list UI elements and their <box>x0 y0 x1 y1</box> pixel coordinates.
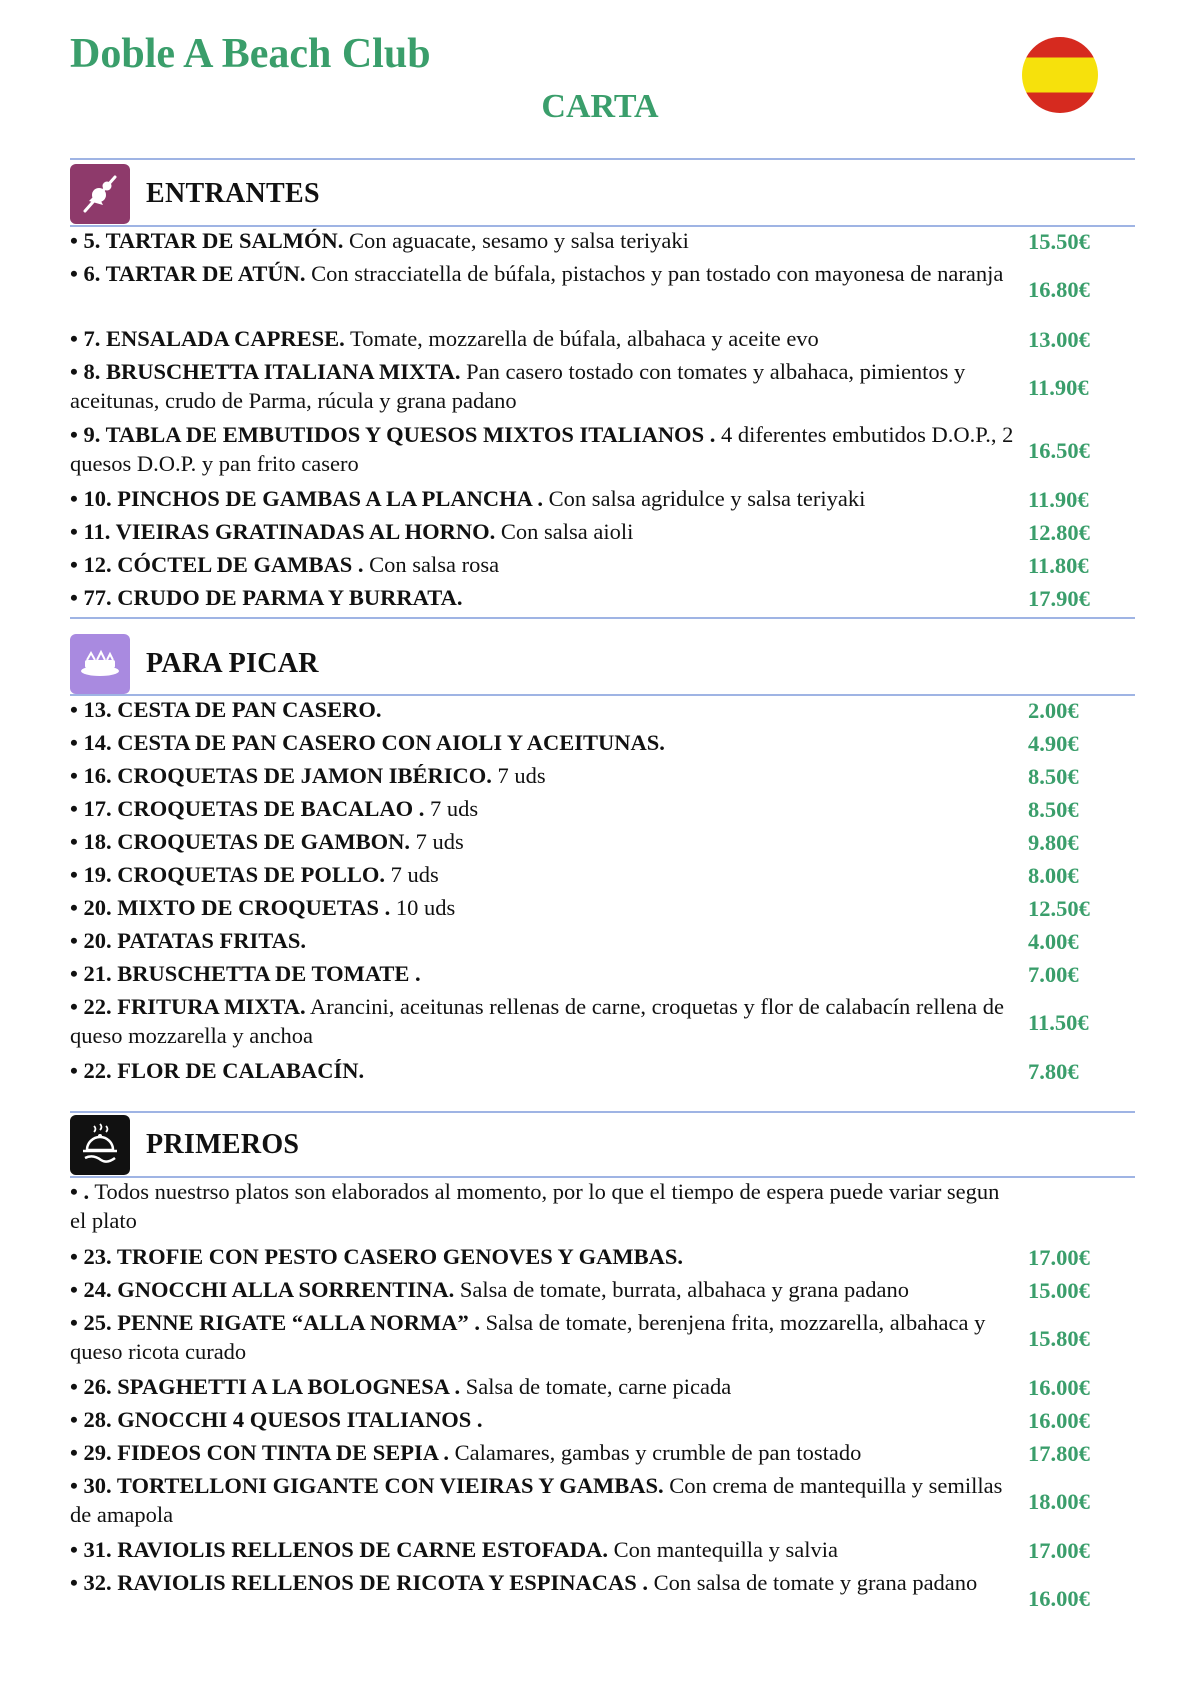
menu-item-name: • 29. FIDEOS CON TINTA DE SEPIA . <box>70 1440 450 1465</box>
menu-item[interactable] <box>70 1405 1090 1436</box>
menu-item-price: 11.50€ <box>1028 1010 1089 1035</box>
menu-item[interactable] <box>70 1471 1090 1533</box>
menu-item[interactable] <box>70 484 1089 515</box>
menu-item-price: 12.80€ <box>1028 519 1090 545</box>
section-title: PARA PICAR <box>146 648 319 679</box>
menu-item-price: 17.00€ <box>1028 1537 1090 1563</box>
menu-item[interactable] <box>70 259 1090 321</box>
menu-item[interactable] <box>70 695 1079 726</box>
menu-item-description <box>70 226 1015 255</box>
menu-item-name: • 13. CESTA DE PAN CASERO. <box>70 697 382 722</box>
menu-item-details: Con salsa de tomate y grana padano <box>648 1570 978 1595</box>
menu-item[interactable] <box>70 860 1079 891</box>
menu-item-details: Con salsa rosa <box>363 552 500 577</box>
menu-item-price: 17.90€ <box>1028 585 1090 611</box>
spain-flag-icon[interactable] <box>1022 37 1098 113</box>
menu-item-price: 11.80€ <box>1028 552 1089 578</box>
menu-item-details: Todos nuestrso platos son elaborados al momento, por lo que el tiempo de espera puede variar segun el plato <box>70 1179 1000 1233</box>
menu-item-name: • 25. PENNE RIGATE “ALLA NORMA” . <box>70 1310 480 1335</box>
menu-item[interactable] <box>70 1568 1090 1630</box>
menu-item-details: Tomate, mozzarella de búfala, albahaca y aceite evo <box>344 326 819 351</box>
menu-item-name: • 28. GNOCCHI 4 QUESOS ITALIANOS . <box>70 1407 483 1432</box>
menu-item-details: Con mantequilla y salvia <box>608 1537 838 1562</box>
menu-item-price: 18.00€ <box>1028 1489 1090 1514</box>
menu-item-details: Arancini, aceitunas rellenas de carne, croquetas y flor de calabacín rellena de queso mozzarella y anchoa <box>70 994 1004 1048</box>
menu-item-name: • 12. CÓCTEL DE GAMBAS . <box>70 552 364 577</box>
menu-item-description <box>70 860 1015 889</box>
menu-item[interactable] <box>70 728 1079 759</box>
menu-item-price: 8.00€ <box>1028 862 1079 888</box>
menu-item-price: 11.90€ <box>1028 375 1089 400</box>
menu-item-description <box>70 517 1015 546</box>
menu-item-description <box>70 728 1015 757</box>
menu-item-price: 13.00€ <box>1028 326 1090 352</box>
menu-item-name: • . <box>70 1179 90 1204</box>
menu-item-description <box>70 1177 1015 1235</box>
menu-item[interactable] <box>70 1242 1090 1273</box>
menu-item[interactable] <box>70 959 1079 990</box>
menu-item-name: • 5. TARTAR DE SALMÓN. <box>70 228 344 253</box>
menu-item-name: • 17. CROQUETAS DE BACALAO . <box>70 796 425 821</box>
menu-item-name: • 22. FLOR DE CALABACÍN. <box>70 1058 365 1083</box>
menu-item-description <box>70 827 1015 856</box>
menu-item-description <box>70 695 1015 724</box>
menu-item[interactable] <box>70 420 1090 482</box>
menu-item-price: 9.80€ <box>1028 829 1079 855</box>
menu-item[interactable] <box>70 893 1090 924</box>
menu-item-name: • 31. RAVIOLIS RELLENOS DE CARNE ESTOFADA. <box>70 1537 609 1562</box>
menu-item[interactable] <box>70 761 1079 792</box>
menu-item-details: 7 uds <box>385 862 439 887</box>
menu-item-name: • 20. PATATAS FRITAS. <box>70 928 307 953</box>
menu-item-name: • 30. TORTELLONI GIGANTE CON VIEIRAS Y GAMBAS. <box>70 1473 664 1498</box>
menu-item-price: 11.90€ <box>1028 486 1089 512</box>
menu-item[interactable] <box>70 794 1079 825</box>
menu-item-details: Calamares, gambas y crumble de pan tostado <box>449 1440 862 1465</box>
section-divider <box>70 1111 1135 1113</box>
served-dish-icon <box>70 1115 130 1175</box>
menu-item-name: • 20. MIXTO DE CROQUETAS . <box>70 895 391 920</box>
menu-item-description <box>70 1535 1015 1564</box>
menu-item-price: 4.00€ <box>1028 928 1079 954</box>
section-title: PRIMEROS <box>146 1129 300 1160</box>
menu-item-description <box>70 583 1015 612</box>
menu-item-name: • 11. VIEIRAS GRATINADAS AL HORNO. <box>70 519 496 544</box>
menu-item-description <box>70 926 1015 955</box>
menu-item[interactable] <box>70 357 1089 419</box>
menu-item-description <box>70 794 1015 823</box>
menu-item-name: • 77. CRUDO DE PARMA Y BURRATA. <box>70 585 463 610</box>
menu-item-details: Con aguacate, sesamo y salsa teriyaki <box>343 228 689 253</box>
menu-item-price: 8.50€ <box>1028 763 1079 789</box>
menu-item-price: 16.80€ <box>1028 277 1090 302</box>
menu-item-name: • 18. CROQUETAS DE GAMBON. <box>70 829 410 854</box>
menu-item[interactable] <box>70 583 1090 614</box>
menu-item-name: • 26. SPAGHETTI A LA BOLOGNESA . <box>70 1374 461 1399</box>
menu-item[interactable] <box>70 550 1089 581</box>
menu-item-details: Con salsa agridulce y salsa teriyaki <box>542 486 866 511</box>
menu-item-description <box>70 1438 1015 1467</box>
menu-item-name: • 16. CROQUETAS DE JAMON IBÉRICO. <box>70 763 492 788</box>
menu-item-name: • 9. TABLA DE EMBUTIDOS Y QUESOS MIXTOS ITALIANOS . <box>70 422 716 447</box>
menu-subtitle: CARTA <box>541 88 659 125</box>
menu-item-price: 7.00€ <box>1028 961 1079 987</box>
menu-item-price: 7.80€ <box>1028 1058 1079 1084</box>
menu-item-details: Salsa de tomate, burrata, albahaca y grana padano <box>454 1277 909 1302</box>
menu-item-details: Con salsa aioli <box>495 519 634 544</box>
menu-item-price: 16.50€ <box>1028 438 1090 463</box>
menu-item-price: 16.00€ <box>1028 1586 1090 1611</box>
menu-item-name: • 14. CESTA DE PAN CASERO CON AIOLI Y ACEITUNAS. <box>70 730 665 755</box>
menu-item[interactable] <box>70 1056 1079 1087</box>
menu-item-description <box>70 1242 1015 1271</box>
menu-item-details: 7 uds <box>409 829 464 854</box>
section-title: ENTRANTES <box>146 178 320 209</box>
menu-item[interactable] <box>70 517 1090 548</box>
menu-item-description <box>70 992 1015 1050</box>
menu-item-price: 4.90€ <box>1028 730 1079 756</box>
menu-item-name: • 22. FRITURA MIXTA. <box>70 994 306 1019</box>
menu-item-description <box>70 959 1015 988</box>
skewer-icon <box>70 164 130 224</box>
menu-item-description <box>70 893 1015 922</box>
menu-item-details: 4 diferentes embutidos D.O.P., 2 quesos D.O.P. y pan frito casero <box>70 422 1014 476</box>
menu-item-details: 7 uds <box>491 763 546 788</box>
menu-item[interactable] <box>70 324 1090 355</box>
menu-item-description <box>70 1056 1015 1085</box>
menu-item-name: • 8. BRUSCHETTA ITALIANA MIXTA. <box>70 359 461 384</box>
menu-item-description <box>70 1405 1015 1434</box>
menu-item-details: 7 uds <box>424 796 479 821</box>
menu-item-details: Con stracciatella de búfala, pistachos y pan tostado con mayonesa de naranja <box>305 261 1004 286</box>
menu-item-price: 15.00€ <box>1028 1277 1090 1303</box>
menu-item-description <box>70 1568 1015 1597</box>
menu-item-price: 8.50€ <box>1028 796 1079 822</box>
menu-item[interactable] <box>70 1275 1090 1306</box>
section-divider <box>70 617 1135 619</box>
menu-item-price: 15.80€ <box>1028 1326 1090 1351</box>
menu-item-price: 12.50€ <box>1028 895 1090 921</box>
tapas-plate-icon <box>70 634 130 694</box>
menu-item[interactable] <box>70 1535 1090 1566</box>
menu-item-price: 15.50€ <box>1028 228 1090 254</box>
menu-item[interactable] <box>70 1438 1090 1469</box>
menu-item-description <box>70 1372 1015 1401</box>
menu-item[interactable] <box>70 992 1089 1054</box>
menu-item-description <box>70 550 1015 579</box>
menu-item-name: • 6. TARTAR DE ATÚN. <box>70 261 306 286</box>
menu-item-name: • 21. BRUSCHETTA DE TOMATE . <box>70 961 421 986</box>
menu-item[interactable] <box>70 1308 1090 1370</box>
menu-item-name: • 10. PINCHOS DE GAMBAS A LA PLANCHA . <box>70 486 543 511</box>
menu-item-name: • 24. GNOCCHI ALLA SORRENTINA. <box>70 1277 455 1302</box>
menu-item-details: Salsa de tomate, berenjena frita, mozzarella, albahaca y queso ricota curado <box>70 1310 986 1364</box>
menu-item[interactable] <box>70 827 1079 858</box>
menu-item-description <box>70 1308 1015 1366</box>
menu-item[interactable] <box>70 1177 1070 1239</box>
menu-item-name: • 7. ENSALADA CAPRESE. <box>70 326 345 351</box>
menu-item-description <box>70 357 1015 415</box>
menu-item-name: • 19. CROQUETAS DE POLLO. <box>70 862 385 887</box>
menu-item-name: • 23. TROFIE CON PESTO CASERO GENOVES Y GAMBAS. <box>70 1244 683 1269</box>
menu-item-description <box>70 761 1015 790</box>
menu-item[interactable] <box>70 1372 1090 1403</box>
menu-item-details: Salsa de tomate, carne picada <box>460 1374 732 1399</box>
menu-item[interactable] <box>70 926 1079 957</box>
menu-item[interactable] <box>70 226 1090 257</box>
menu-item-description <box>70 259 1015 288</box>
menu-item-price: 17.80€ <box>1028 1440 1090 1466</box>
menu-item-description <box>70 484 1015 513</box>
menu-item-price: 2.00€ <box>1028 697 1079 723</box>
menu-item-name: • 32. RAVIOLIS RELLENOS DE RICOTA Y ESPINACAS . <box>70 1570 649 1595</box>
restaurant-title: Doble A Beach Club <box>70 31 431 77</box>
menu-item-description <box>70 1471 1015 1529</box>
menu-item-price: 17.00€ <box>1028 1244 1090 1270</box>
section-divider <box>70 158 1135 160</box>
menu-item-details: Con crema de mantequilla y semillas de amapola <box>70 1473 1003 1527</box>
menu-item-details: 10 uds <box>390 895 456 920</box>
menu-item-price: 16.00€ <box>1028 1407 1090 1433</box>
menu-item-description <box>70 1275 1015 1304</box>
menu-item-price: 16.00€ <box>1028 1374 1090 1400</box>
menu-item-details: Pan casero tostado con tomates y albahaca, pimientos y aceitunas, crudo de Parma, rúcula y grana padano <box>70 359 966 413</box>
menu-item-description <box>70 420 1015 478</box>
menu-item-description <box>70 324 1015 353</box>
